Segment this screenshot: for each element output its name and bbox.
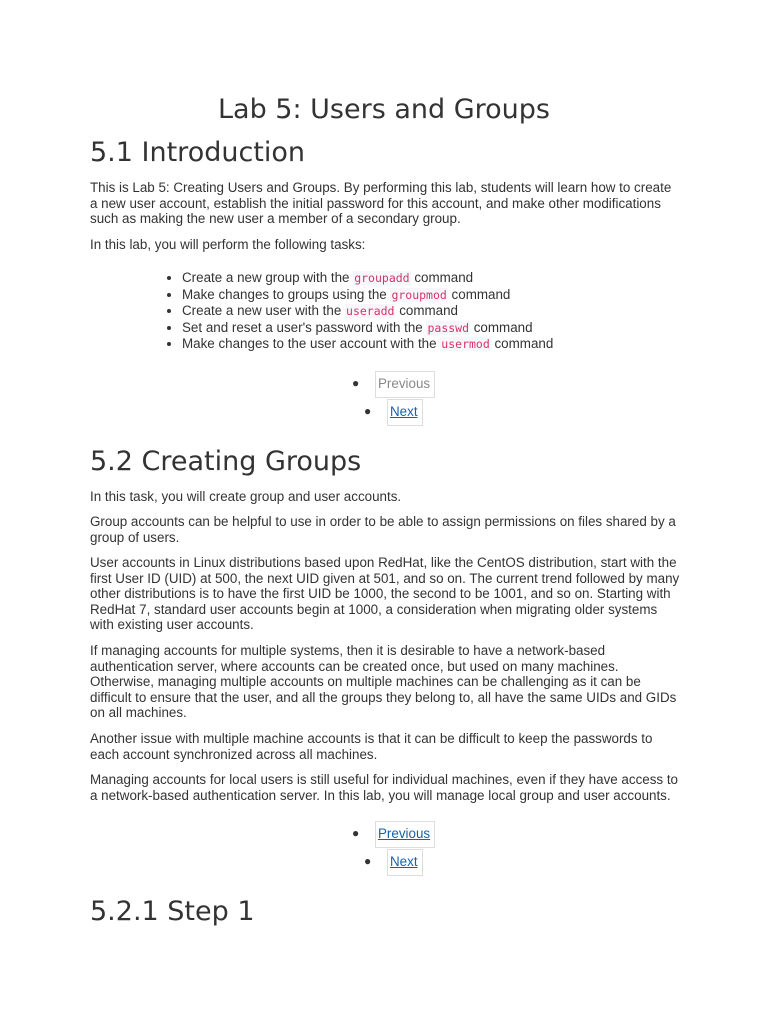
bullet-icon: ● bbox=[352, 376, 360, 390]
pager-item-previous bbox=[352, 821, 435, 848]
creating-paragraph-5: Another issue with multiple machine accounts is that it can be difficult to keep the passwords to each account synchronized across all machines. bbox=[90, 731, 653, 762]
inline-code: groupmod bbox=[391, 287, 447, 302]
inline-code: groupadd bbox=[354, 271, 410, 285]
list-item: • Make changes to the user account with the usermod command bbox=[182, 336, 682, 353]
section-heading-introduction: 5.1 Introduction bbox=[90, 137, 306, 168]
bullet-icon: ● bbox=[364, 404, 372, 418]
section-heading-step-1: 5.2.1 Step 1 bbox=[90, 896, 255, 927]
next-button[interactable]: Next bbox=[387, 399, 423, 426]
inline-code: usermod bbox=[441, 337, 490, 351]
creating-paragraph-1: In this task, you will create group and user accounts. bbox=[90, 489, 402, 504]
list-item: • Create a new user with the useradd command bbox=[182, 303, 682, 320]
creating-paragraph-6: Managing accounts for local users is still useful for individual machines, even if they have access to a network-based authentication server. In this lab, you will manage local group and user accounts. bbox=[90, 772, 678, 803]
inline-code: passwd bbox=[427, 320, 470, 335]
list-item: • Make changes to groups using the groupmod command bbox=[182, 287, 682, 304]
next-button[interactable]: Next bbox=[387, 849, 423, 876]
inline-code: useradd bbox=[346, 304, 395, 318]
intro-paragraph: This is Lab 5: Creating Users and Groups. By performing this lab, students will learn how to create a new user account, establish the initial password for this account, and make other modifications such as making the new user a member of a secondary group. bbox=[90, 180, 672, 227]
pager-item-next bbox=[364, 849, 423, 876]
tasks-lead-paragraph: In this lab, you will perform the following tasks: bbox=[90, 237, 366, 252]
creating-paragraph-2: Group accounts can be helpful to use in order to be able to assign permissions on files shared by a group of users. bbox=[90, 514, 676, 545]
previous-button[interactable]: Previous bbox=[375, 821, 435, 848]
bullet-icon: ● bbox=[364, 854, 372, 868]
page-title: Lab 5: Users and Groups bbox=[217, 94, 550, 125]
section-heading-creating-groups: 5.2 Creating Groups bbox=[90, 446, 362, 477]
previous-button[interactable]: Previous bbox=[375, 371, 435, 398]
pager-item-previous bbox=[352, 371, 435, 398]
pager-item-next bbox=[364, 399, 423, 426]
bullet-icon: ● bbox=[352, 826, 360, 840]
list-item: • Set and reset a user's password with the passwd command bbox=[182, 320, 682, 337]
creating-paragraph-4: If managing accounts for multiple systems, then it is desirable to have a network-based authentication server, where accounts can be created once, but used on many machines. Otherwise, managing multiple accounts on multiple machines can be challenging as it can be difficult to ensure that the user, and all the groups they belong to, all have the same UIDs and GIDs on all machines. bbox=[90, 643, 677, 721]
task-list bbox=[90, 270, 682, 353]
creating-paragraph-3: User accounts in Linux distributions based upon RedHat, like the CentOS distribution, start with the first User ID (UID) at 500, the next UID given at 501, and so on. The current trend followed by many other distributions is to have the first UID be 1000, the second to be 1001, and so on. Starting with RedHat 7, standard user accounts begin at 1000, a consideration when migrating older systems with existing user accounts. bbox=[90, 555, 680, 633]
list-item: • Create a new group with the groupadd command bbox=[182, 270, 682, 287]
